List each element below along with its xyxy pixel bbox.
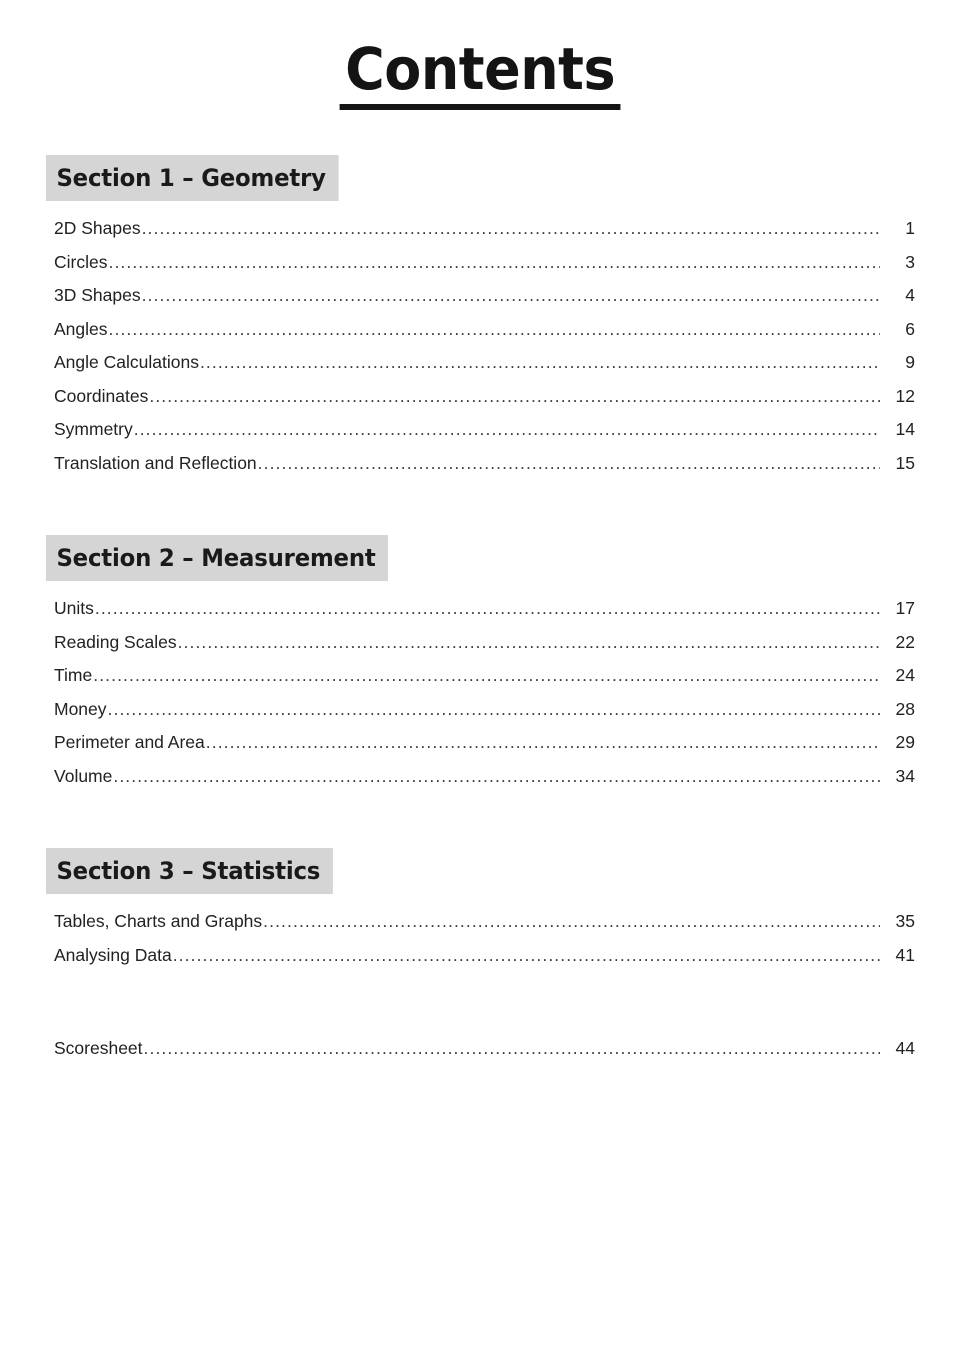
toc-page-number: 22 xyxy=(895,631,915,652)
toc-dot-leader xyxy=(149,380,880,414)
toc-entry-label: Circles xyxy=(54,251,108,272)
toc-entry-label: Perimeter and Area xyxy=(54,732,205,752)
toc-entry[interactable] xyxy=(46,659,915,693)
toc-dot-leader xyxy=(113,760,880,794)
toc-section xyxy=(46,155,915,480)
toc-entry-label: Money xyxy=(54,698,107,719)
toc-entry[interactable] xyxy=(46,212,915,246)
toc-page-number: 35 xyxy=(895,911,915,931)
toc-entry-label: Units xyxy=(54,598,94,618)
toc-entry[interactable] xyxy=(46,313,915,347)
toc-page-number: 41 xyxy=(895,944,915,965)
toc-entry-label: Time xyxy=(54,665,93,685)
toc-section-header-row xyxy=(46,535,915,581)
toc-page-number: 4 xyxy=(905,285,915,305)
toc-dot-leader xyxy=(108,246,880,280)
toc-dot-leader xyxy=(134,413,880,447)
toc-page-number: 6 xyxy=(905,318,915,339)
toc-entry-label: Tables, Charts and Graphs xyxy=(54,911,263,931)
toc-section-header: Section 2 – Measurement xyxy=(46,535,388,581)
toc-entry-label: 3D Shapes xyxy=(54,285,141,305)
toc-page-number: 17 xyxy=(895,598,915,618)
toc-page-number: 15 xyxy=(895,452,915,473)
toc-entry[interactable] xyxy=(46,413,915,447)
toc-entry[interactable] xyxy=(46,939,915,973)
toc-section-header: Section 1 – Geometry xyxy=(46,155,338,201)
toc-entry-list xyxy=(46,212,915,480)
toc-entry-label: 2D Shapes xyxy=(54,218,141,238)
toc-dot-leader xyxy=(200,346,880,380)
toc-dot-leader xyxy=(142,212,880,246)
toc-section xyxy=(46,848,915,972)
toc-entry[interactable] xyxy=(46,905,915,939)
toc-entry-label: Volume xyxy=(54,765,113,786)
toc-page-number: 29 xyxy=(895,732,915,752)
toc-page-number: 34 xyxy=(895,765,915,786)
toc-dot-leader xyxy=(178,626,880,660)
toc-entry-label: Analysing Data xyxy=(54,944,172,965)
toc-entry-list xyxy=(46,905,915,972)
toc-entry-label: Coordinates xyxy=(54,385,149,406)
toc-page-number: 28 xyxy=(895,698,915,719)
toc-entry[interactable] xyxy=(46,346,915,380)
toc-entry[interactable] xyxy=(46,279,915,313)
table-of-contents xyxy=(46,155,915,1066)
toc-page-number: 44 xyxy=(895,1038,915,1058)
toc-page-number: 12 xyxy=(895,385,915,406)
toc-entry-list xyxy=(46,592,915,793)
toc-dot-leader xyxy=(93,659,880,693)
toc-section xyxy=(46,535,915,793)
toc-entry[interactable] xyxy=(46,760,915,794)
toc-dot-leader xyxy=(144,1032,880,1066)
toc-page-number: 14 xyxy=(895,419,915,439)
toc-entry[interactable] xyxy=(46,726,915,760)
toc-section-header-row xyxy=(46,848,915,894)
toc-entry-label: Reading Scales xyxy=(54,631,177,652)
toc-page-number: 3 xyxy=(905,251,915,272)
toc-section-header-row xyxy=(46,155,915,201)
toc-entry[interactable] xyxy=(46,447,915,481)
toc-dot-leader xyxy=(142,279,880,313)
toc-entry[interactable] xyxy=(46,246,915,280)
toc-dot-leader xyxy=(173,939,880,973)
toc-entry[interactable] xyxy=(46,693,915,727)
toc-page-number: 1 xyxy=(905,218,915,238)
toc-entry-label: Scoresheet xyxy=(54,1038,143,1058)
toc-dot-leader xyxy=(258,447,880,481)
toc-page-number: 24 xyxy=(895,665,915,685)
toc-standalone-list xyxy=(46,1032,915,1066)
toc-dot-leader xyxy=(108,693,880,727)
toc-dot-leader xyxy=(109,313,880,347)
page-title: Contents xyxy=(340,40,621,110)
toc-entry-label: Angles xyxy=(54,318,108,339)
toc-entry[interactable] xyxy=(46,592,915,626)
toc-entry[interactable] xyxy=(46,1032,915,1066)
toc-dot-leader xyxy=(263,905,880,939)
toc-dot-leader xyxy=(206,726,880,760)
toc-page-number: 9 xyxy=(905,352,915,372)
toc-entry-label: Translation and Reflection xyxy=(54,452,257,473)
toc-dot-leader xyxy=(95,592,880,626)
toc-entry-label: Angle Calculations xyxy=(54,352,199,372)
toc-entry-label: Symmetry xyxy=(54,419,133,439)
toc-entry[interactable] xyxy=(46,626,915,660)
toc-section-header: Section 3 – Statistics xyxy=(46,848,332,894)
toc-entry[interactable] xyxy=(46,380,915,414)
page-title-container xyxy=(0,35,961,110)
